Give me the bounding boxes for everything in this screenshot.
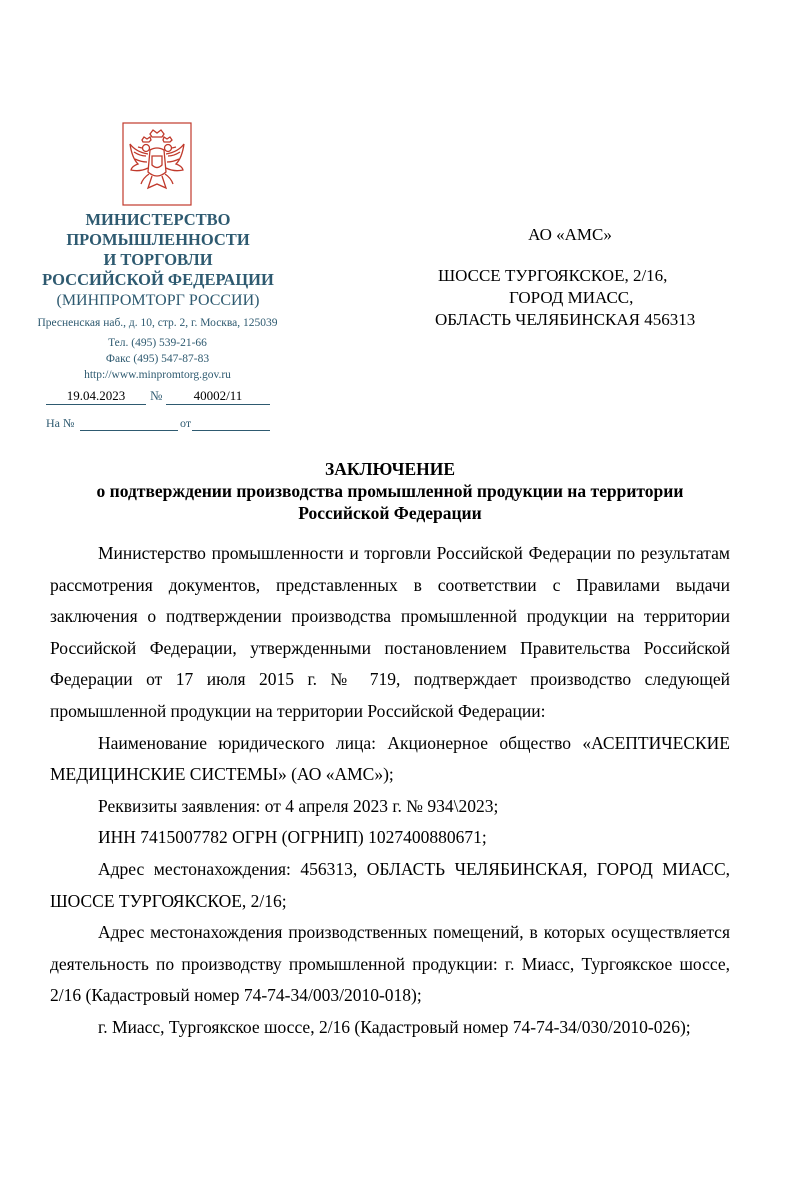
ministry-name <box>28 210 288 311</box>
reply-number-blank <box>80 416 178 431</box>
ministry-address: Пресненская наб., д. 10, стр. 2, г. Москва, 125039 <box>37 317 278 329</box>
ministry-contacts <box>20 315 295 383</box>
ministry-line-1: МИНИСТЕРСТВО <box>85 210 231 229</box>
paragraph-legal-entity: Наименование юридического лица: Акционерное общество «АСЕПТИЧЕСКИЕ МЕДИЦИНСКИЕ СИСТЕМЫ» (АО «АМС»); <box>50 732 730 785</box>
registration-date: 19.04.2023 <box>46 388 146 405</box>
ministry-line-2: ПРОМЫШЛЕННОСТИ <box>66 230 250 249</box>
recipient-name: АО «АМС» <box>528 225 612 244</box>
registration-line <box>46 388 286 406</box>
document-title-block <box>40 458 740 524</box>
ministry-short-name: (МИНПРОМТОРГ РОССИИ) <box>56 292 260 309</box>
ministry-website[interactable]: http://www.minpromtorg.gov.ru <box>84 369 231 381</box>
ministry-line-3: И ТОРГОВЛИ <box>103 250 213 269</box>
registration-number-label: № <box>150 388 163 403</box>
recipient-address-line-3: ОБЛАСТЬ ЧЕЛЯБИНСКАЯ 456313 <box>435 310 696 329</box>
document-body <box>50 538 730 1044</box>
ministry-fax: Факс (495) 547-87-83 <box>105 353 210 365</box>
paragraph-production-address-2: г. Миасс, Тургоякское шоссе, 2/16 (Кадастровый номер 74-74-34/030/2010-026); <box>98 1016 691 1037</box>
paragraph-application: Реквизиты заявления: от 4 апреля 2023 г. № 934\2023; <box>98 795 499 816</box>
reply-number-label: На № <box>46 416 75 430</box>
reply-date-blank <box>192 416 270 431</box>
ministry-phone: Тел. (495) 539-21-66 <box>108 337 207 349</box>
coat-of-arms-icon <box>122 122 192 206</box>
registration-number: 40002/11 <box>166 388 270 405</box>
recipient-address-line-1: ШОССЕ ТУРГОЯКСКОЕ, 2/16, <box>438 266 668 285</box>
recipient-block <box>420 224 740 331</box>
reply-reference-line <box>46 416 286 432</box>
document-subtitle-line-1: о подтверждении производства промышленной продукции на территории <box>96 481 684 501</box>
reply-date-label: от <box>180 416 192 430</box>
document-title: ЗАКЛЮЧЕНИЕ <box>324 459 456 479</box>
document-subtitle-line-2: Российской Федерации <box>298 503 482 523</box>
paragraph-address: Адрес местонахождения: 456313, ОБЛАСТЬ ЧЕЛЯБИНСКАЯ, ГОРОД МИАСС, ШОССЕ ТУРГОЯКСКОЕ, 2/16; <box>50 858 730 911</box>
recipient-address <box>420 265 740 331</box>
paragraph-production-address: Адрес местонахождения производственных помещений, в которых осуществляется деятельность по производству промышленной продукции: г. Миасс, Тургоякское шоссе, 2/16 (Кадастровый номер 74-74-34/003/2010-018); <box>50 922 730 1006</box>
ministry-line-4: РОССИЙСКОЙ ФЕДЕРАЦИИ <box>42 270 274 289</box>
paragraph-inn: ИНН 7415007782 ОГРН (ОГРНИП) 1027400880671; <box>98 827 487 848</box>
recipient-address-line-2: ГОРОД МИАСС, <box>509 288 634 307</box>
paragraph-intro: Министерство промышленности и торговли Российской Федерации по результатам рассмотрения документов, представленных в соответствии с Правилами выдачи заключения о подтверждении производства промышленной продукции на территории Российской Федерации, утвержденными постановлением Правительства Российской Федерации от 17 июля 2015 г. № 719, подтверждает производство следующей промышленной продукции на территории Российской Федерации: <box>50 543 730 721</box>
